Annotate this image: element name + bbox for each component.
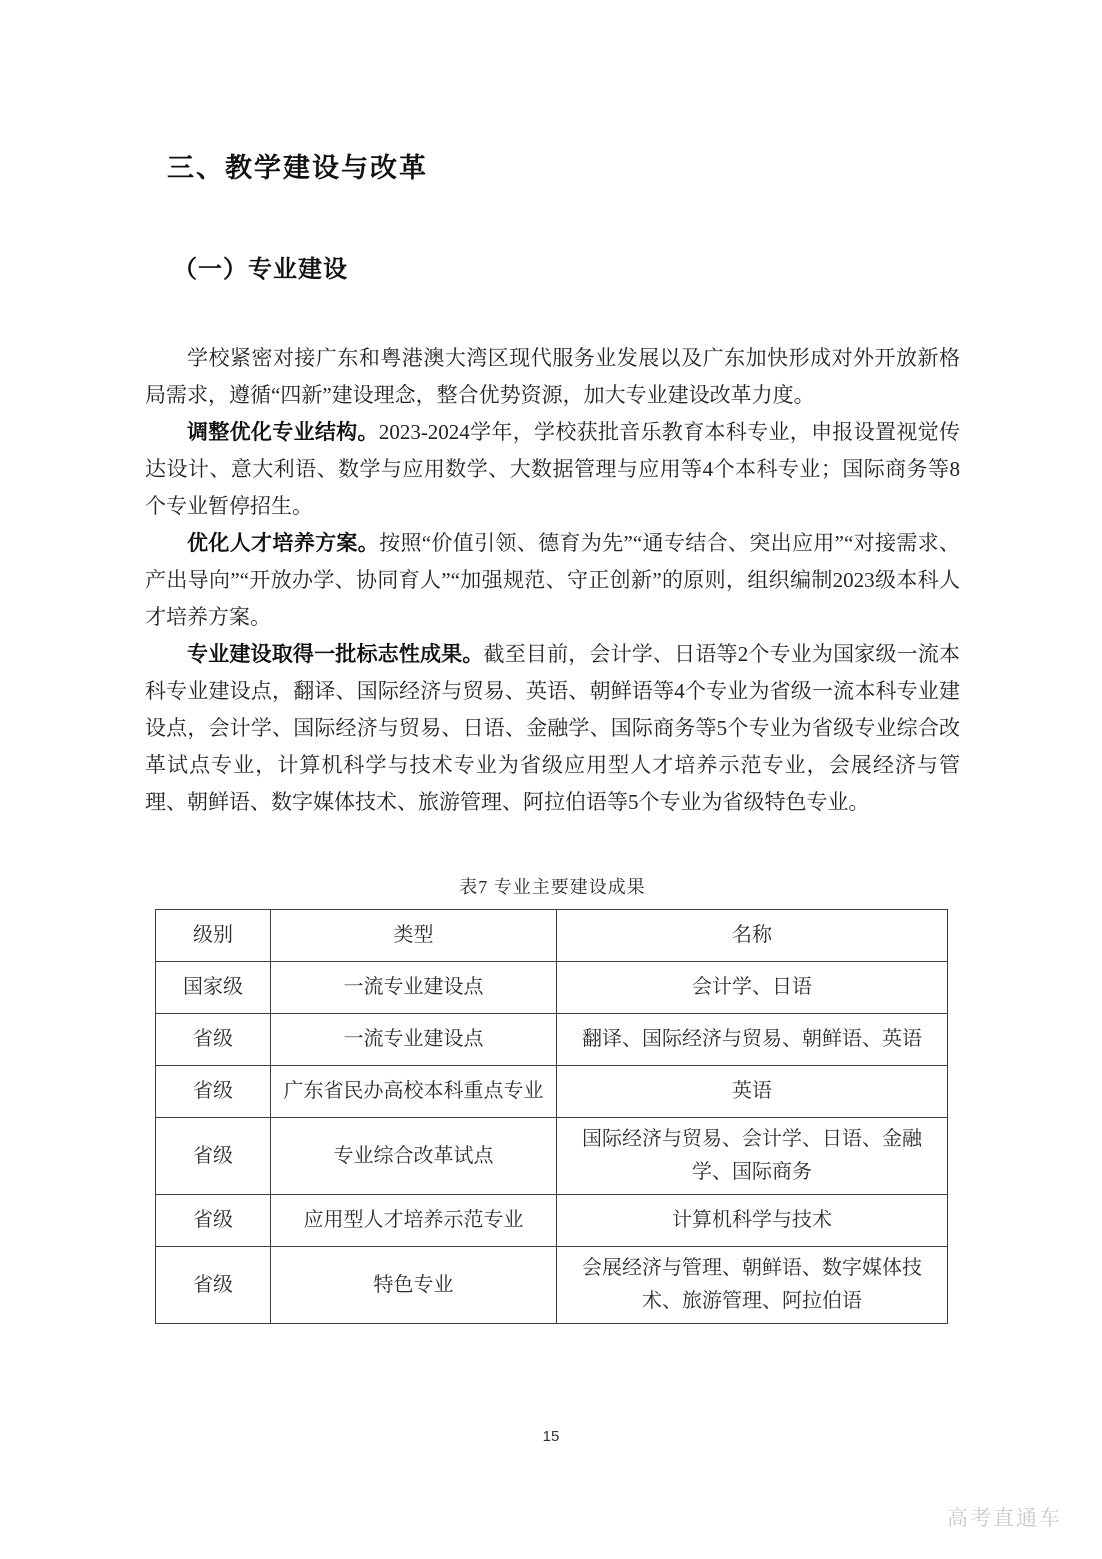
cell-level: 省级 bbox=[156, 1118, 271, 1195]
cell-name: 会展经济与管理、朝鲜语、数字媒体技术、旅游管理、阿拉伯语 bbox=[557, 1247, 948, 1324]
table-row bbox=[156, 1066, 948, 1118]
table-caption: 表7 专业主要建设成果 bbox=[459, 877, 646, 897]
cell-name: 英语 bbox=[557, 1066, 948, 1118]
body-text bbox=[145, 340, 960, 821]
cell-type: 广东省民办高校本科重点专业 bbox=[271, 1066, 557, 1118]
table-row bbox=[156, 962, 948, 1014]
cell-name: 翻译、国际经济与贸易、朝鲜语、英语 bbox=[557, 1014, 948, 1066]
paragraph-4 bbox=[145, 636, 960, 821]
cell-name: 计算机科学与技术 bbox=[557, 1195, 948, 1247]
paragraph-2-text: 2023-2024学年，学校获批音乐教育本科专业，申报设置视觉传达设计、意大利语、数学与应用数学、大数据管理与应用等4个本科专业；国际商务等8个专业暂停招生。 bbox=[145, 420, 960, 518]
cell-name: 会计学、日语 bbox=[557, 962, 948, 1014]
cell-type: 一流专业建设点 bbox=[271, 962, 557, 1014]
cell-level: 省级 bbox=[156, 1014, 271, 1066]
paragraph-2-lead: 调整优化专业结构。 bbox=[187, 420, 379, 444]
table-header-level: 级别 bbox=[156, 910, 271, 962]
cell-type: 专业综合改革试点 bbox=[271, 1118, 557, 1195]
table-row bbox=[156, 1014, 948, 1066]
table-block bbox=[145, 873, 960, 1324]
table-header-name: 名称 bbox=[557, 910, 948, 962]
paragraph-2 bbox=[145, 414, 960, 525]
table-header-type: 类型 bbox=[271, 910, 557, 962]
cell-level: 省级 bbox=[156, 1195, 271, 1247]
cell-level: 省级 bbox=[156, 1066, 271, 1118]
table-row bbox=[156, 1118, 948, 1195]
table-row bbox=[156, 1195, 948, 1247]
page-number: 15 bbox=[542, 1428, 560, 1445]
paragraph-4-text: 截至目前，会计学、日语等2个专业为国家级一流本科专业建设点，翻译、国际经济与贸易、英语、朝鲜语等4个专业为省级一流本科专业建设点，会计学、国际经济与贸易、日语、金融学、国际商务等5个专业为省级专业综合改革试点专业，计算机科学与技术专业为省级应用型人才培养示范专业，会展经济与管理、朝鲜语、数字媒体技术、旅游管理、阿拉伯语等5个专业为省级特色专业。 bbox=[145, 642, 961, 814]
paragraph-3-lead: 优化人才培养方案。 bbox=[187, 531, 380, 555]
section-title: 三、教学建设与改革 bbox=[167, 153, 428, 183]
cell-level: 国家级 bbox=[156, 962, 271, 1014]
paragraph-3 bbox=[145, 525, 960, 636]
cell-type: 应用型人才培养示范专业 bbox=[271, 1195, 557, 1247]
subsection-title: （一）专业建设 bbox=[173, 256, 348, 283]
paragraph-1-text: 学校紧密对接广东和粤港澳大湾区现代服务业发展以及广东加快形成对外开放新格局需求，遵循“四新”建设理念，整合优势资源，加大专业建设改革力度。 bbox=[145, 346, 960, 407]
cell-level: 省级 bbox=[156, 1247, 271, 1324]
paragraph-4-lead: 专业建设取得一批标志性成果。 bbox=[187, 642, 484, 666]
cell-type: 一流专业建设点 bbox=[271, 1014, 557, 1066]
cell-name: 国际经济与贸易、会计学、日语、金融学、国际商务 bbox=[557, 1118, 948, 1195]
table-header-row bbox=[156, 910, 948, 962]
paragraph-1 bbox=[145, 340, 960, 414]
paragraph-3-text: 按照“价值引领、德育为先”“通专结合、突出应用”“对接需求、产出导向”“开放办学、协同育人”“加强规范、守正创新”的原则，组织编制2023级本科人才培养方案。 bbox=[145, 531, 961, 629]
watermark: 高考直通车 bbox=[947, 1506, 1062, 1530]
majors-table bbox=[155, 909, 948, 1324]
cell-type: 特色专业 bbox=[271, 1247, 557, 1324]
table-row bbox=[156, 1247, 948, 1324]
